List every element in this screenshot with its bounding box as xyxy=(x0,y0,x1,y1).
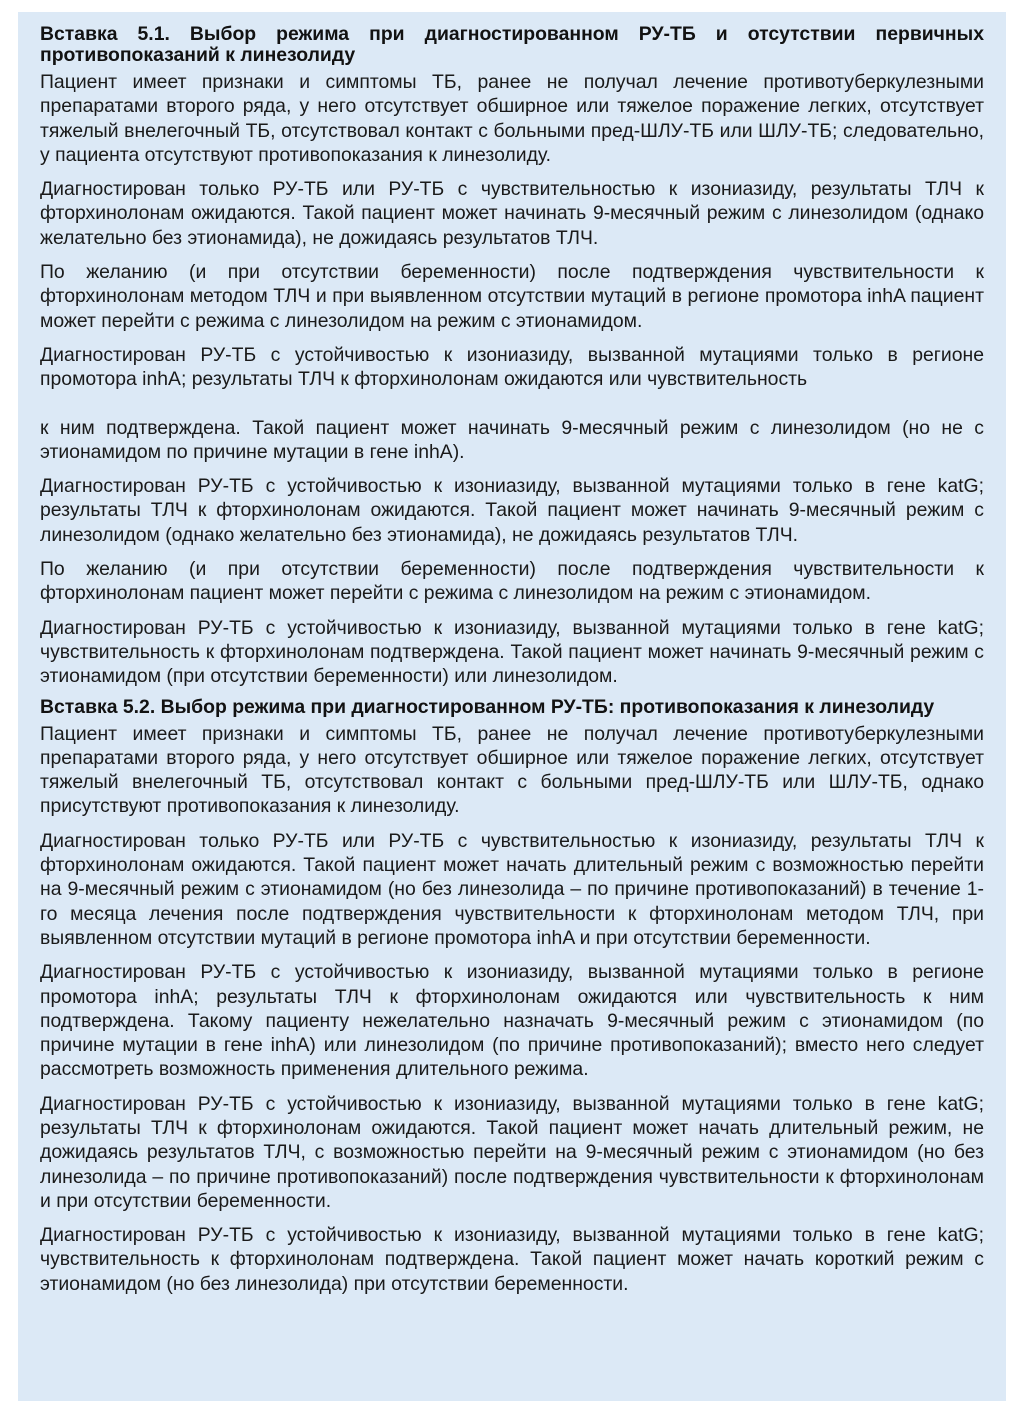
box-5-1-paragraph: Диагностирован РУ-ТБ с устойчивостью к изониазиду, вызванной мутациями только в регионе промотора inhA; результаты ТЛЧ к фторхинолонам ожидаются или чувствительность xyxy=(40,343,984,391)
box-5-2-title: Вставка 5.2. Выбор режима при диагностированном РУ-ТБ: противопоказания к линезолиду xyxy=(40,695,935,718)
box-5-2-paragraph: Диагностирован РУ-ТБ с устойчивостью к изониазиду, вызванной мутациями только в гене katG; чувствительность к фторхинолонам подтверждена. Такой пациент может начать короткий режим с этионамидом (но без линезолида) при отсутствии беременности. xyxy=(40,1224,984,1295)
box-5-1-paragraph: Диагностирован РУ-ТБ с устойчивостью к изониазиду, вызванной мутациями только в гене katG; чувствительность к фторхинолонам подтверждена. Такой пациент может начинать 9-месячный режим с этионамидом (при отсутствии беременности) или линезолидом. xyxy=(40,616,984,688)
box-5-1-paragraph: Диагностирован РУ-ТБ с устойчивостью к изониазиду, вызванной мутациями только в гене katG; результаты ТЛЧ к фторхинолонам ожидаются. Такой пациент может начинать 9-месячный режим с линезолидом (однако желательно без этионамида), не дожидаясь результатов ТЛЧ. xyxy=(40,475,984,546)
box-5-2-paragraph: Диагностирован только РУ-ТБ или РУ-ТБ с чувствительностью к изониазиду, результаты ТЛЧ к фторхинолонам ожидаются. Такой пациент может начать длительный режим с возможностью перейти на 9-месячный режим с этионамидом (но без линезолида – по причине противопоказаний) в течение 1-го месяца лечения после подтверждения чувствительности к фторхинолонам методом ТЛЧ, при выявленном отсутствии мутаций в регионе промотора inhA и при отсутствии беременности. xyxy=(40,829,984,949)
page-break-gap xyxy=(40,392,984,416)
box-5-2-paragraph: Диагностирован РУ-ТБ с устойчивостью к изониазиду, вызванной мутациями только в регионе промотора inhA; результаты ТЛЧ к фторхинолонам ожидаются или чувствительность к ним подтверждена. Такому пациенту нежелательно назначать 9-месячный режим с этионамидом (по причине мутации в гене inhA) или линезолидом (по причине противопоказаний); вместо него следует рассмотреть возможность применения длительного режима. xyxy=(40,961,984,1081)
box-5-1-paragraph: По желанию (и при отсутствии беременности) после подтверждения чувствительности к фторхинолонам пациент может перейти с режима с линезолидом на режим с этионамидом. xyxy=(40,558,984,605)
box-5-1-paragraph-continued: к ним подтверждена. Такой пациент может начинать 9-месячный режим с линезолидом (но не с этионамидом по причине мутации в гене inhA). xyxy=(40,416,984,463)
box-5-2-paragraph: Пациент имеет признаки и симптомы ТБ, ранее не получал лечение противотуберкулезными препаратами второго ряда, у него отсутствует обширное или тяжелое поражение легких, отсутствует тяжелый внелегочный ТБ, отсутствовал контакт с больными пред-ШЛУ-ТБ или ШЛУ-ТБ, однако присутствуют противопоказания к линезолиду. xyxy=(40,722,984,818)
box-5-1-title: Вставка 5.1. Выбор режима при диагностированном РУ-ТБ и отсутствии первичных противопоказаний к линезолиду xyxy=(40,23,984,66)
box-5-1-paragraph: По желанию (и при отсутствии беременности) после подтверждения чувствительности к фторхинолонам методом ТЛЧ и при выявленном отсутствии мутаций в регионе промотора inhA пациент может перейти с режима с линезолидом на режим с этионамидом. xyxy=(40,261,984,332)
box-5-1-paragraph: Диагностирован только РУ-ТБ или РУ-ТБ с чувствительностью к изониазиду, результаты ТЛЧ к фторхинолонам ожидаются. Такой пациент может начинать 9-месячный режим с линезолидом (однако желательно без этионамида), не дожидаясь результатов ТЛЧ. xyxy=(40,178,984,249)
document-panel xyxy=(18,12,1006,1401)
box-5-1-paragraph: Пациент имеет признаки и симптомы ТБ, ранее не получал лечение противотуберкулезными препаратами второго ряда, у него отсутствует обширное или тяжелое поражение легких, отсутствует тяжелый внелегочный ТБ, отсутствовал контакт с больными пред-ШЛУ-ТБ или ШЛУ-ТБ; следовательно, у пациента отсутствуют противопоказания к линезолиду. xyxy=(40,71,984,166)
box-5-2-paragraph: Диагностирован РУ-ТБ с устойчивостью к изониазиду, вызванной мутациями только в гене katG; результаты ТЛЧ к фторхинолонам ожидаются. Такой пациент может начать длительный режим, не дожидаясь результатов ТЛЧ, с возможностью перейти на 9-месячный режим с этионамидом (но без линезолида – по причине противопоказаний) после подтверждения чувствительности к фторхинолонам и при отсутствии беременности. xyxy=(40,1092,984,1212)
